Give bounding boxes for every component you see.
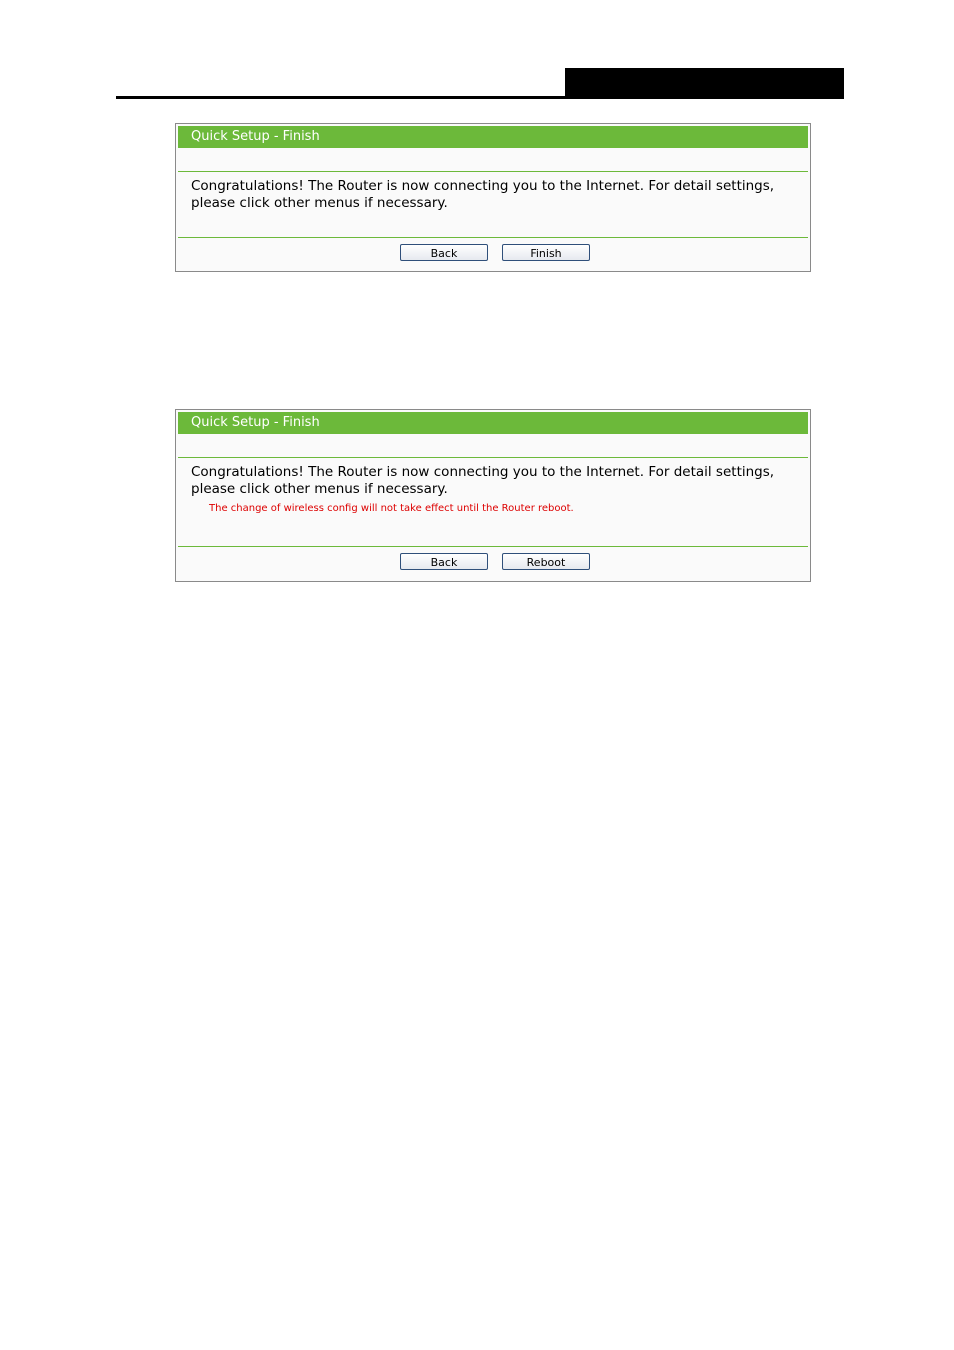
back-button[interactable]: Back [400, 244, 488, 261]
quick-setup-reboot-panel [175, 409, 811, 582]
button-row [178, 238, 808, 266]
back-button[interactable]: Back [400, 553, 488, 570]
finish-button[interactable]: Finish [502, 244, 590, 261]
panel-body [178, 458, 808, 546]
congratulations-message: Congratulations! The Router is now connecting you to the Internet. For detail settings, please click other menus if necessary. [191, 464, 775, 497]
panel-body [178, 172, 808, 237]
reboot-warning: The change of wireless config will not take effect until the Router reboot. [209, 503, 574, 514]
panel-spacer [178, 434, 808, 458]
panel-title: Quick Setup - Finish [178, 412, 808, 434]
panel-spacer [178, 148, 808, 172]
panel-title: Quick Setup - Finish [178, 126, 808, 148]
congratulations-message: Congratulations! The Router is now connecting you to the Internet. For detail settings, please click other menus if necessary. [191, 178, 775, 211]
button-row [178, 547, 808, 575]
header-block [565, 68, 844, 99]
reboot-button[interactable]: Reboot [502, 553, 590, 570]
quick-setup-finish-panel [175, 123, 811, 272]
